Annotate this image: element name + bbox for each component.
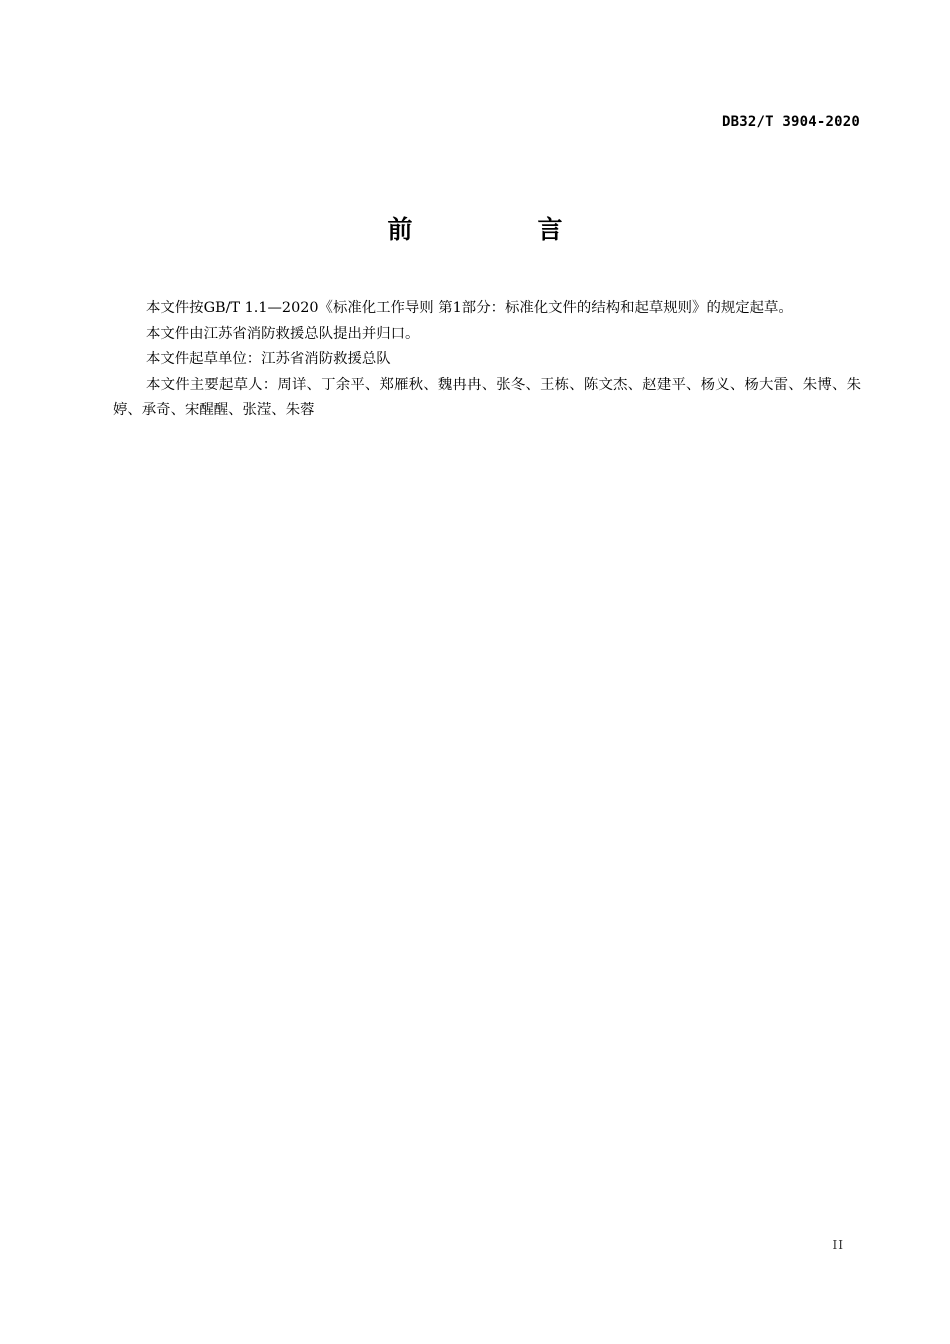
- page-title: 前 言: [387, 215, 613, 244]
- page-number: II: [832, 1238, 844, 1252]
- paragraph-drafters: 本文件主要起草人：周详、丁余平、郑雁秋、魏冉冉、张冬、王栋、陈文杰、赵建平、杨义、杨大雷、朱博、朱婷、承奇、宋醒醒、张滢、朱蓉: [113, 376, 861, 418]
- document-header-code: DB32/T 3904-2020: [721, 114, 860, 130]
- foreword-body: [113, 296, 861, 424]
- paragraph-drafting-unit: 本文件起草单位：江苏省消防救援总队: [146, 351, 391, 367]
- paragraph-drafting-rule: 本文件按GB/T 1.1—2020《标准化工作导则 第1部分：标准化文件的结构和起草规则》的规定起草。: [146, 300, 793, 316]
- paragraph-proposer: 本文件由江苏省消防救援总队提出并归口。: [146, 325, 420, 342]
